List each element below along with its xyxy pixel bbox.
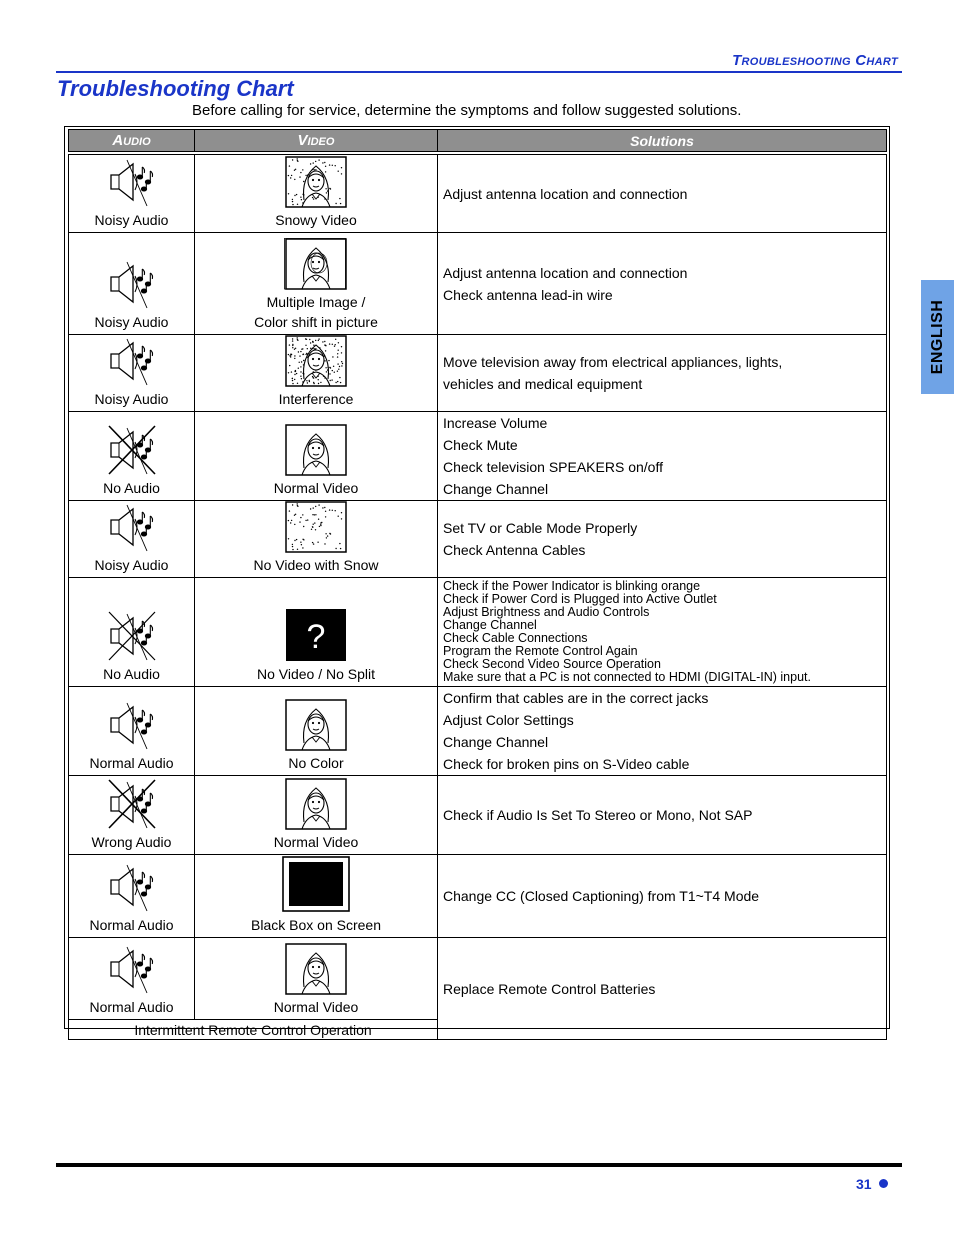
video-label: Normal Video (273, 834, 359, 850)
speaker-note-icon (69, 501, 194, 553)
footer-rule (56, 1163, 902, 1167)
header-rule (56, 71, 902, 73)
table-row (69, 578, 887, 687)
audio-cell (69, 938, 195, 1020)
audio-label: Wrong Audio (91, 834, 172, 850)
audio-cell (69, 233, 195, 335)
audio-label: Noisy Audio (94, 212, 169, 228)
video-label: Interference (278, 391, 354, 407)
audio-cell (69, 578, 195, 687)
solutions-cell (438, 687, 887, 776)
solution-item: Check Mute (443, 437, 518, 453)
table-row (69, 855, 887, 938)
audio-cell (69, 412, 195, 501)
table-row (69, 687, 887, 776)
audio-cell (69, 855, 195, 938)
solutions-cell (438, 335, 887, 412)
solution-item: Check Cable Connections (443, 631, 588, 645)
face-icon (195, 943, 437, 995)
audio-label: Normal Audio (89, 999, 174, 1015)
solutions-cell (438, 938, 887, 1040)
video-label: No Video with Snow (253, 557, 379, 573)
audio-label: No Audio (103, 480, 160, 496)
audio-label: Noisy Audio (94, 557, 169, 573)
solutions-cell (438, 855, 887, 938)
language-tab (921, 280, 954, 394)
video-label: No Video / No Split (256, 666, 376, 682)
audio-label: Noisy Audio (94, 314, 169, 330)
header-solutions: Solutions (438, 130, 887, 152)
speaker-note-icon (69, 943, 194, 995)
video-cell (195, 855, 438, 938)
solutions-cell (438, 412, 887, 501)
speaker-note-icon (69, 156, 194, 208)
table-row (69, 501, 887, 578)
speaker-note-icon (69, 335, 194, 387)
solution-item: Change Channel (443, 734, 549, 750)
language-tab-label: ENGLISH (928, 299, 946, 375)
table-row (69, 233, 887, 335)
video-label-line2: Color shift in picture (254, 314, 378, 330)
solution-item: Check for broken pins on S-Video cable (443, 756, 690, 772)
audio-cell (69, 155, 195, 233)
symptom-caption: Intermittent Remote Control Operation (69, 1020, 438, 1040)
solution-item: Change Channel (443, 618, 537, 632)
solution-item: Adjust antenna location and connection (443, 264, 688, 281)
interference-face-icon (195, 335, 437, 387)
solution-item: Change CC (Closed Captioning) from T1~T4 Mode (443, 888, 760, 904)
speaker-crossed-icon (69, 424, 194, 476)
video-cell (195, 938, 438, 1020)
video-cell (195, 501, 438, 578)
solution-item: Replace Remote Control Batteries (443, 980, 656, 997)
question-screen-icon (195, 608, 437, 662)
solution-item: Adjust antenna location and connection (443, 185, 688, 202)
audio-label: Normal Audio (89, 755, 174, 771)
solution-item: Move television away from electrical appliances, lights, (443, 354, 783, 370)
page-title: Troubleshooting Chart (57, 76, 294, 101)
troubleshooting-table (68, 129, 887, 1040)
solution-item: Set TV or Cable Mode Properly (443, 520, 638, 536)
video-cell (195, 578, 438, 687)
table-header-row (69, 130, 887, 152)
intro-text: Before calling for service, determine the symptoms and follow suggested solutions. (192, 102, 742, 119)
snowy-face-icon (195, 156, 437, 208)
ghost-face-icon (195, 238, 437, 290)
video-label: Normal Video (273, 480, 359, 496)
solution-item: Confirm that cables are in the correct jacks (443, 690, 709, 706)
solution-item: Check Second Video Source Operation (443, 657, 661, 671)
audio-cell (69, 501, 195, 578)
solution-item: Check antenna lead-in wire (443, 286, 613, 303)
solutions-cell (438, 501, 887, 578)
speaker-note-icon (69, 861, 194, 913)
video-cell (195, 233, 438, 335)
page-bullet-icon (879, 1179, 888, 1188)
solutions-cell (438, 155, 887, 233)
face-icon (195, 699, 437, 751)
audio-label: No Audio (103, 666, 160, 682)
video-label: Snowy Video (275, 212, 357, 228)
header-video: Video (195, 130, 438, 152)
audio-cell (69, 335, 195, 412)
table-row (69, 335, 887, 412)
solution-item: vehicles and medical equipment (443, 376, 643, 392)
audio-cell (69, 687, 195, 776)
solution-item: Check television SPEAKERS on/off (443, 459, 663, 475)
table-row (69, 776, 887, 855)
snow-screen-icon (195, 501, 437, 553)
video-label: No Color (288, 755, 344, 771)
video-label: Normal Video (273, 999, 359, 1015)
solution-item: Check if the Power Indicator is blinking orange (443, 579, 701, 593)
solution-item: Program the Remote Control Again (443, 644, 638, 658)
face-icon (195, 778, 437, 830)
running-header: Troubleshooting Chart (732, 52, 898, 69)
solution-item: Check if Audio Is Set To Stereo or Mono, Not SAP (443, 807, 753, 823)
audio-label: Noisy Audio (94, 391, 169, 407)
speaker-crossed-icon (69, 778, 194, 830)
table-row (69, 938, 887, 1020)
video-cell (195, 335, 438, 412)
solution-item: Change Channel (443, 481, 549, 497)
solution-item: Adjust Color Settings (443, 712, 574, 728)
page-number: 31 (856, 1176, 872, 1192)
speaker-note-icon (69, 699, 194, 751)
video-label: Multiple Image / (266, 294, 366, 310)
solutions-cell (438, 776, 887, 855)
video-cell (195, 687, 438, 776)
solution-item: Increase Volume (443, 415, 548, 431)
solution-item: Check Antenna Cables (443, 542, 586, 558)
speaker-crossed-small-icon (69, 610, 194, 662)
solution-item: Make sure that a PC is not connected to HDMI (DIGITAL-IN) input. (443, 670, 811, 684)
audio-label: Normal Audio (89, 917, 174, 933)
svg-text:?: ? (306, 618, 326, 656)
black-box-screen-icon (195, 855, 437, 913)
video-cell (195, 776, 438, 855)
video-label: Black Box on Screen (251, 917, 381, 933)
solution-item: Check if Power Cord is Plugged into Active Outlet (443, 592, 717, 606)
video-cell (195, 155, 438, 233)
header-audio: Audio (69, 130, 195, 152)
speaker-note-icon (69, 258, 194, 310)
face-icon (195, 424, 437, 476)
solutions-cell (438, 233, 887, 335)
solutions-cell (438, 578, 887, 687)
table-row (69, 412, 887, 501)
table-row (69, 155, 887, 233)
solution-item: Adjust Brightness and Audio Controls (443, 605, 650, 619)
video-cell (195, 412, 438, 501)
audio-cell (69, 776, 195, 855)
